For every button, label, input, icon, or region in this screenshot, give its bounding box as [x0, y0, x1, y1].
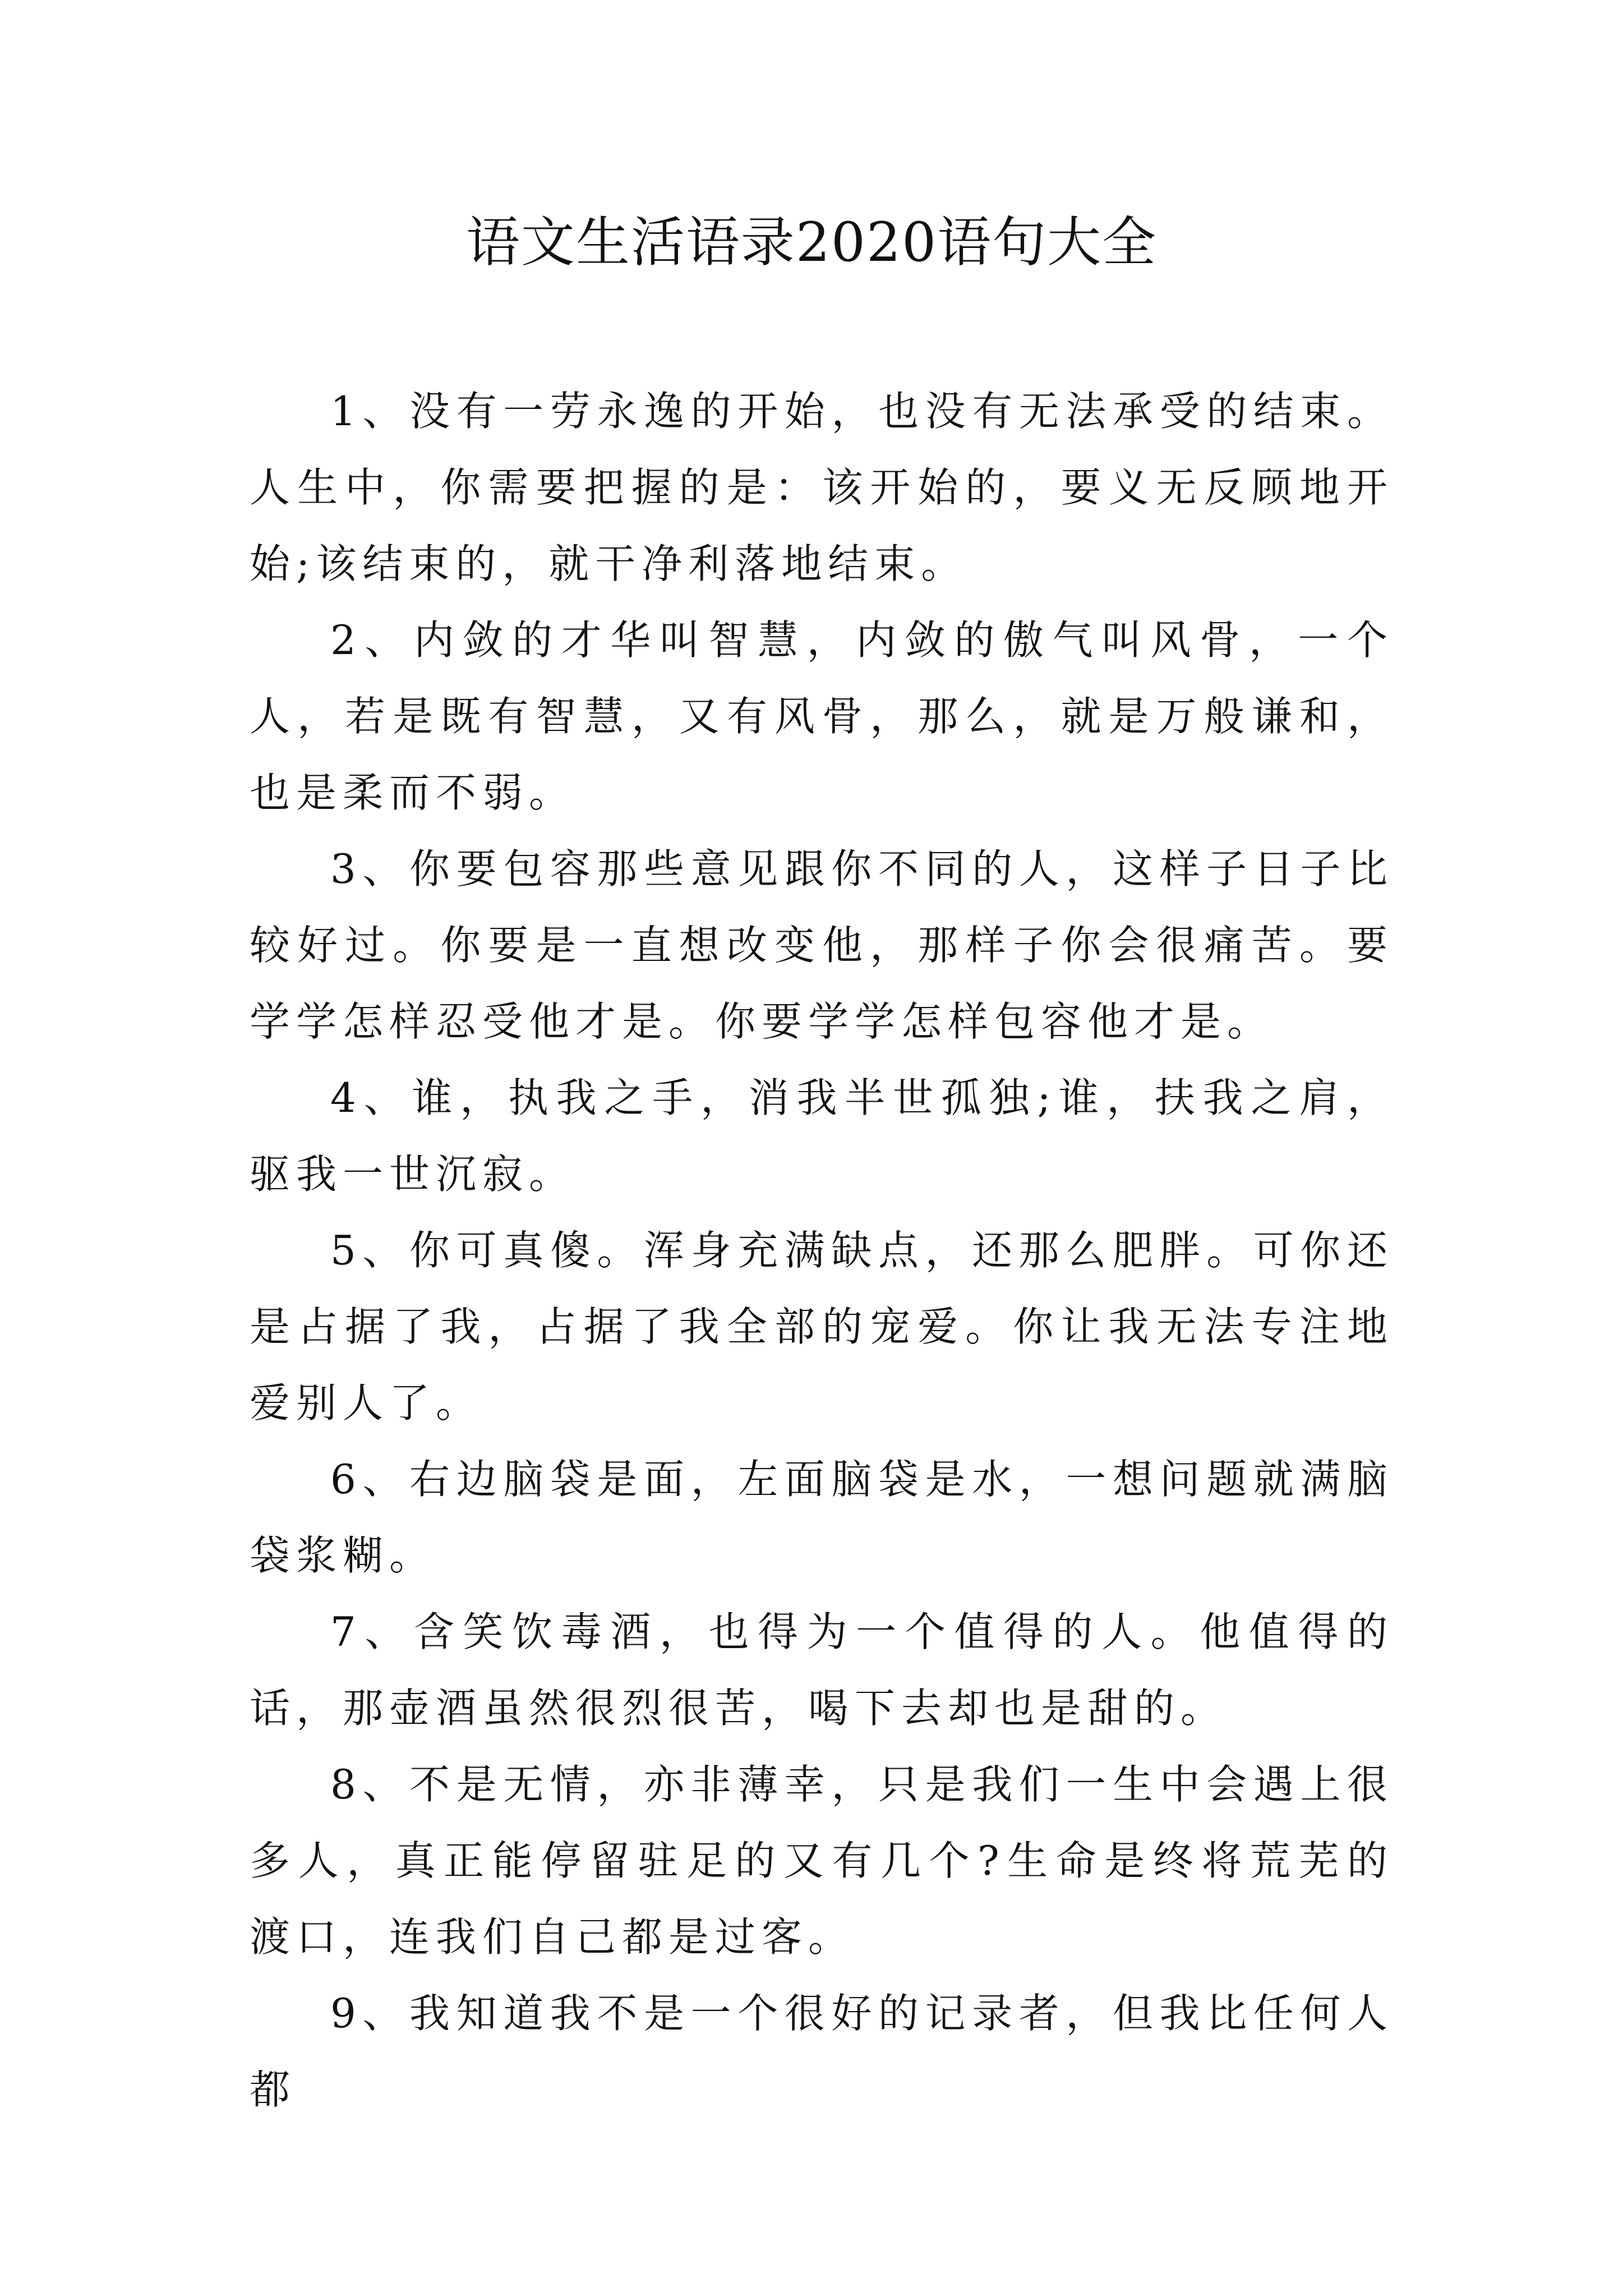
- paragraph-3: 3、你要包容那些意见跟你不同的人，这样子日子比较好过。你要是一直想改变他，那样子你会很痛苦。要学学怎样忍受他才是。你要学学怎样包容他才是。: [250, 845, 1394, 1045]
- paragraph-1: 1、没有一劳永逸的开始，也没有无法承受的结束。人生中，你需要把握的是：该开始的，要义无反顾地开始;该结束的，就干净利落地结束。: [250, 388, 1394, 587]
- document-title: 语文生活语录2020语句大全: [465, 211, 1158, 274]
- paragraph-5: 5、你可真傻。浑身充满缺点，还那么肥胖。可你还是占据了我，占据了我全部的宠爱。你让我无法专注地爱别人了。: [250, 1227, 1394, 1427]
- paragraph-8: 8、不是无情，亦非薄幸，只是我们一生中会遇上很多人，真正能停留驻足的又有几个?生命是终将荒芜的渡口，连我们自己都是过客。: [250, 1761, 1394, 1961]
- paragraph-6: 6、右边脑袋是面，左面脑袋是水，一想问题就满脑袋浆糊。: [250, 1456, 1394, 1579]
- paragraph-2: 2、内敛的才华叫智慧，内敛的傲气叫风骨，一个人，若是既有智慧，又有风骨，那么，就是万般谦和，也是柔而不弱。: [250, 616, 1394, 816]
- document-body: [250, 373, 1394, 2128]
- paragraph-9: 9、我知道我不是一个很好的记录者，但我比任何人都: [250, 1990, 1394, 2113]
- paragraph-7: 7、含笑饮毒酒，也得为一个值得的人。他值得的话，那壶酒虽然很烈很苦，喝下去却也是甜的。: [250, 1608, 1394, 1732]
- paragraph-4: 4、谁，执我之手，消我半世孤独;谁，扶我之肩，驱我一世沉寂。: [250, 1074, 1394, 1198]
